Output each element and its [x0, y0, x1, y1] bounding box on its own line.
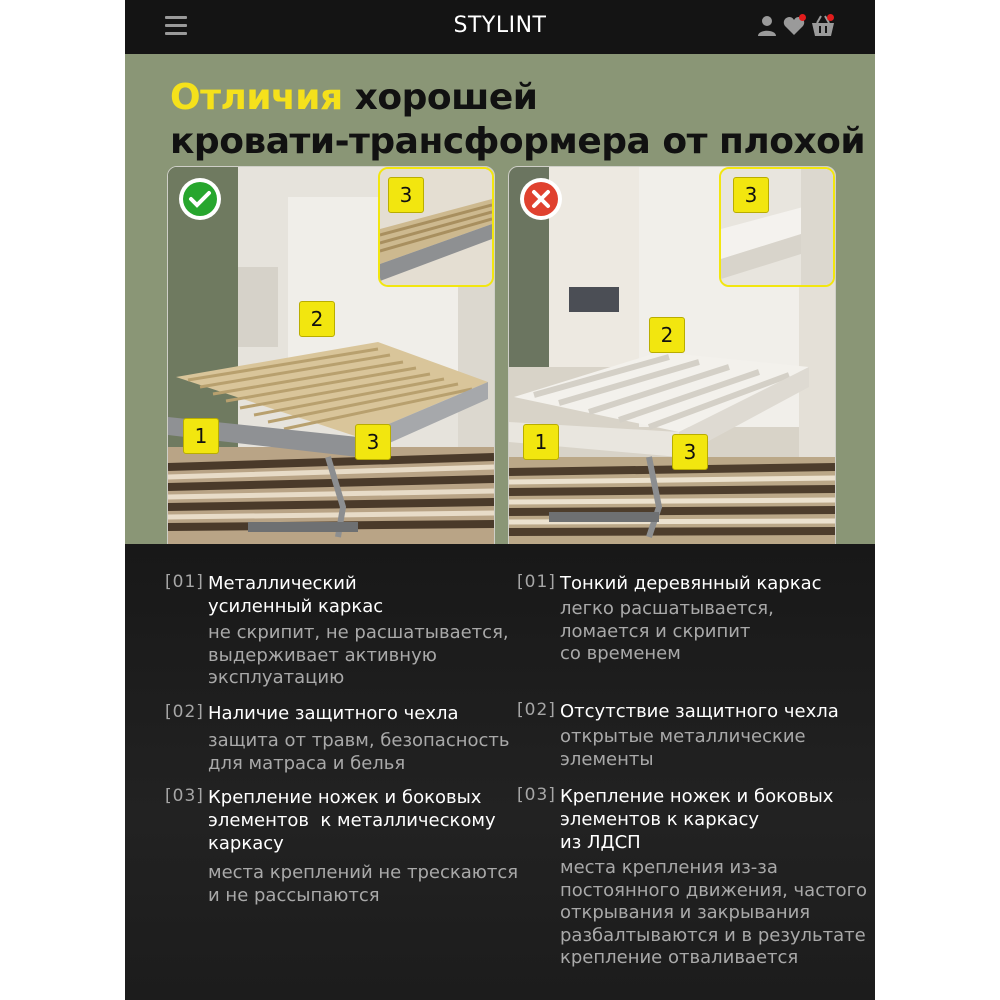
item-number: [02]: [517, 700, 556, 720]
comparison-section: [125, 544, 875, 1000]
good-label-2: 2: [299, 301, 335, 337]
item-title: Металлический усиленный каркас: [208, 573, 384, 617]
headline-line-2: кровати-трансформера от плохой: [170, 121, 866, 162]
product-card: [125, 0, 875, 1000]
item-description: легко расшатывается, ломается и скрипит со временем: [560, 598, 774, 664]
cart-notification-dot: [827, 14, 834, 21]
item-title: Тонкий деревянный каркас: [560, 573, 822, 594]
check-icon: [178, 177, 222, 221]
good-label-3: 3: [355, 424, 391, 460]
good-label-1: 1: [183, 418, 219, 454]
wishlist-notification-dot: [799, 14, 806, 21]
bad-bed-photo: [508, 166, 836, 548]
user-icon[interactable]: [757, 15, 777, 37]
good-detail-inset: [378, 167, 494, 287]
item-number: [01]: [165, 572, 204, 592]
page-title: [170, 76, 865, 164]
headline-part: хорошей: [342, 77, 538, 118]
item-title: Отсутствие защитного чехла: [560, 701, 839, 722]
headline-accent: Отличия: [170, 77, 343, 118]
hero-section: [125, 54, 875, 544]
item-description: не скрипит, не расшатывается, выдерживает активную эксплуатацию: [208, 622, 509, 688]
item-description: места крепления из-за постоянного движения, частого открывания и закрывания разбалтываются и в результате крепление отваливается: [560, 857, 868, 968]
bad-label-1: 1: [523, 424, 559, 460]
bad-detail-inset: [719, 167, 835, 287]
brand-logo[interactable]: STYLINT: [453, 13, 547, 38]
item-description: места креплений не трескаются и не рассыпаются: [208, 862, 519, 906]
bad-inset-label: 3: [733, 177, 769, 213]
good-inset-label: 3: [388, 177, 424, 213]
item-title: Крепление ножек и боковых элементов к каркасу из ЛДСП: [560, 786, 834, 853]
bad-label-2: 2: [649, 317, 685, 353]
item-number: [02]: [165, 702, 204, 722]
good-bed-photo: [167, 166, 495, 548]
cross-icon: [519, 177, 563, 221]
item-number: [03]: [165, 786, 204, 806]
item-number: [03]: [517, 785, 556, 805]
item-number: [01]: [517, 572, 556, 592]
item-description: открытые металлические элементы: [560, 726, 806, 770]
item-title: Крепление ножек и боковых элементов к металлическому каркасу: [208, 787, 496, 854]
item-description: защита от травм, безопасность для матраса и белья: [208, 730, 510, 774]
top-bar: [125, 0, 875, 54]
item-title: Наличие защитного чехла: [208, 703, 459, 724]
bad-label-3: 3: [672, 434, 708, 470]
